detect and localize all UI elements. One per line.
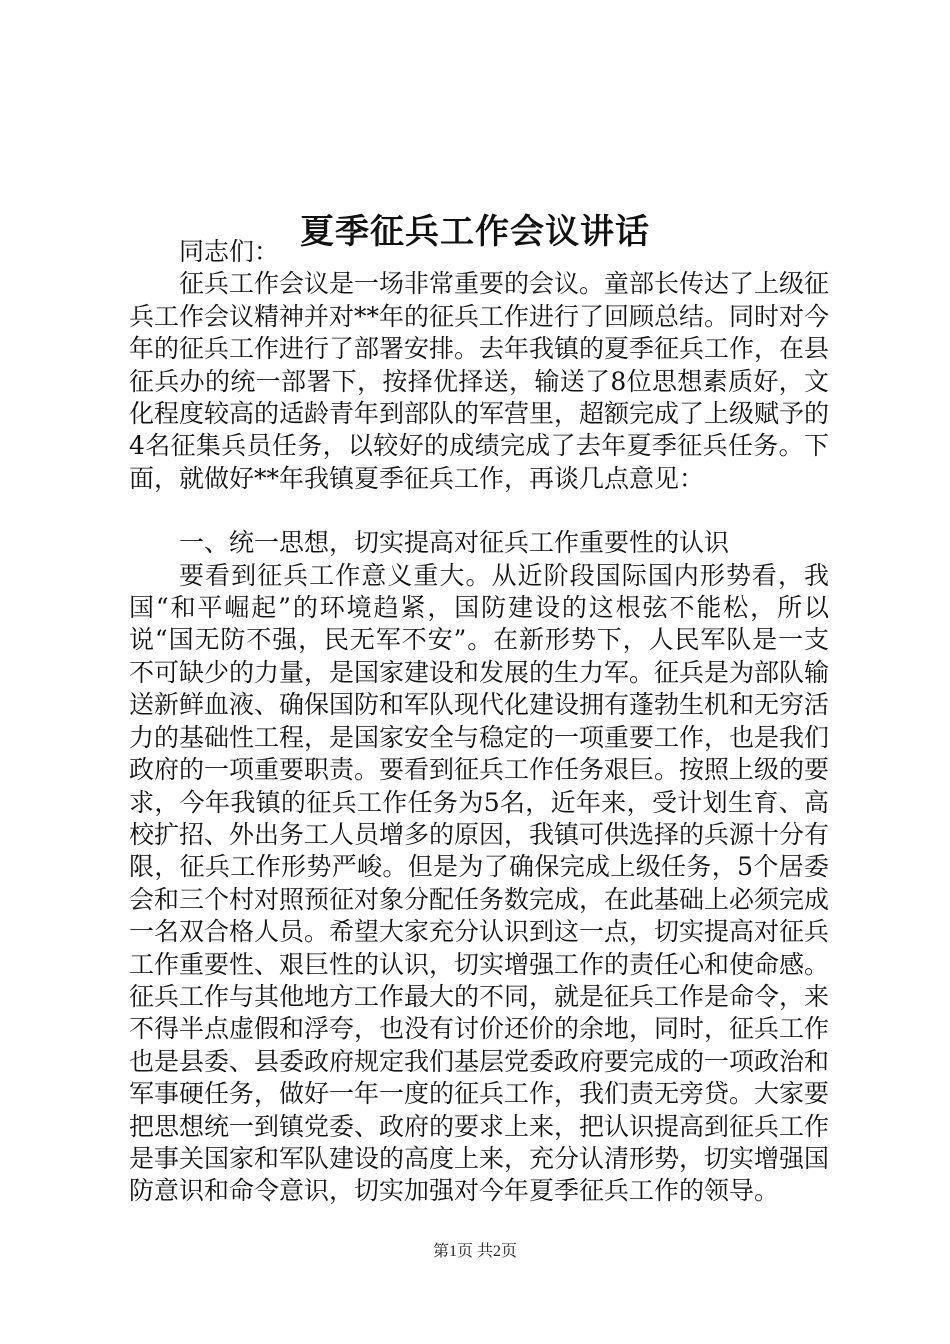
document-body <box>129 236 829 1208</box>
page-title: 夏季征兵工作会议讲话 <box>300 211 650 252</box>
page-number-footer: 第1页 共2页 <box>432 1243 517 1260</box>
intro-paragraph: 征兵工作会议是一场非常重要的会议。童部长传达了上级征兵工作会议精神并对**年的征兵工作进行了回顾总结。同时对今年的征兵工作进行了部署安排。去年我镇的夏季征兵工作，在县征兵办的统一部署下，按择优择送，输送了8位思想素质好，文化程度较高的适龄青年到部队的军营里，超额完成了上级赋予的4名征集兵员任务，以较好的成绩完成了去年夏季征兵任务。下面，就做好**年我镇夏季征兵工作，再谈几点意见： <box>129 269 830 493</box>
section-heading: 一、统一思想，切实提高对征兵工作重要性的认识 <box>179 528 730 558</box>
section-body-paragraph: 要看到征兵工作意义重大。从近阶段国际国内形势看，我国“和平崛起”的环境趋紧，国防建设的这根弦不能松，所以说“国无防不强，民无军不安”。在新形势下，人民军队是一支不可缺少的力量，是国家建设和发展的生力军。征兵是为部队输送新鲜血液、确保国防和军队现代化建设拥有蓬勃生机和无穷活力的基础性工程，是国家安全与稳定的一项重要工作，也是我们政府的一项重要职责。要看到征兵工作任务艰巨。按照上级的要求，今年我镇的征兵工作任务为5名，近年来，受计划生育、高校扩招、外出务工人员增多的原因，我镇可供选择的兵源十分有限，征兵工作形势严峻。但是为了确保完成上级任务，5个居委会和三个村对照预征对象分配任务数完成，在此基础上必须完成一名双合格人员。希望大家充分认识到这一点，切实提高对征兵工作重要性、艰巨性的认识，切实增强工作的责任心和使命感。征兵工作与其他地方工作最大的不同，就是征兵工作是命令，来不得半点虚假和浮夸，也没有讨价还价的余地，同时，征兵工作也是县委、县委政府规定我们基层党委政府要完成的一项政治和军事硬任务，做好一年一度的征兵工作，我们责无旁贷。大家要把思想统一到镇党委、政府的要求上来，把认识提高到征兵工作是事关国家和军队建设的高度上来，充分认清形势，切实增强国防意识和命令意识，切实加强对今年夏季征兵工作的领导。 <box>129 560 830 1206</box>
salutation: 同志们： <box>179 237 280 266</box>
